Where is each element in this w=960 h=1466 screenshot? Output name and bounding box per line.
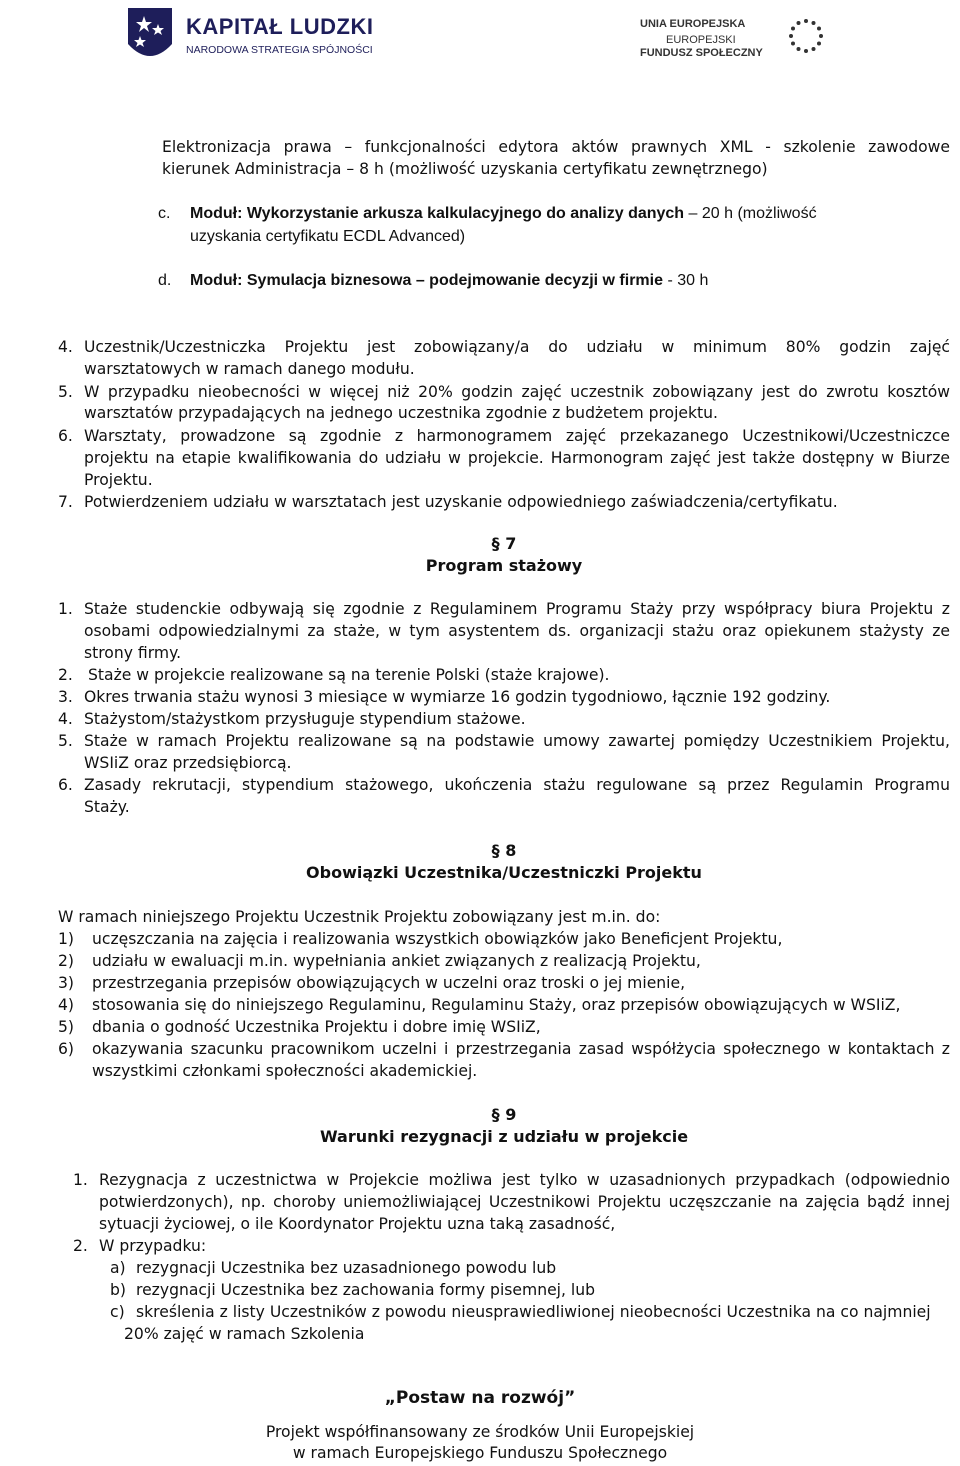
list-item-number: 4)	[58, 996, 75, 1014]
list-item-text: okazywania szacunku pracownikom uczelni i przestrzegania zasad współżycia społecznego w kontaktach z	[92, 1040, 950, 1058]
list-item-number: 2)	[58, 952, 75, 970]
list-item-text: Okres trwania stażu wynosi 3 miesiące w wymiarze 16 godzin tygodniowo, łącznie 192 godziny.	[84, 688, 831, 706]
list-item-number: 2.	[73, 1237, 88, 1255]
list-item-number: 3.	[58, 688, 73, 706]
list-item-text: udziału w ewaluacji m.in. wypełniania ankiet związanych z realizacją Projektu,	[92, 952, 701, 970]
list-item-text: Staży.	[84, 798, 130, 816]
module-d-line	[190, 270, 708, 292]
list-item-text: potwierdzonych), np. choroby uniemożliwiającej Uczestnikowi Projektu uczęszczanie na zajęcia bądź innej	[99, 1193, 950, 1211]
list-item-text: warsztatów przypadających na jednego uczestnika zgodnie z budżetem projektu.	[84, 404, 719, 422]
list-item-text: Warsztaty, prowadzone są zgodnie z harmonogramem zajęć przekazanego Uczestnikowi/Uczestniczce	[84, 427, 950, 445]
list-item-number: 7.	[58, 493, 73, 511]
list-item-text: osobami odpowiedzialnymi za staże, w tym asystentem ds. organizacji stażu oraz opiekunem stażysty ze	[84, 622, 950, 640]
section-8-number: § 8	[491, 841, 517, 860]
list-item-text: W przypadku nieobecności w więcej niż 20% godzin zajęć uczestnik zobowiązany jest do zwrotu kosztów	[84, 383, 950, 401]
intro-line-2: kierunek Administracja – 8 h (możliwość uzyskania certyfikatu zewnętrznego)	[162, 160, 768, 178]
list-item-number: 4.	[58, 710, 73, 728]
list-item-number: 6.	[58, 427, 73, 445]
list-item-text: dbania o godność Uczestnika Projektu i dobre imię WSIiZ,	[92, 1018, 541, 1036]
sub-item-text: skreślenia z listy Uczestników z powodu nieusprawiedliwionej nieobecności Uczestnika na co najmniej	[136, 1303, 931, 1321]
section-9-title: Warunki rezygnacji z udziału w projekcie	[319, 1127, 689, 1146]
list-item-text: W przypadku:	[99, 1237, 207, 1255]
list-item-number: 1.	[73, 1171, 88, 1189]
list-item-number: 5.	[58, 732, 73, 750]
list-item-text: Uczestnik/Uczestniczka Projektu jest zobowiązany/a do udziału w minimum 80% godzin zajęć	[84, 338, 950, 356]
list-item-text: Staże w ramach Projektu realizowane są na podstawie umowy zawartej pomiędzy Uczestnikiem Projektu,	[84, 732, 950, 750]
list-item-number: 5.	[58, 383, 73, 401]
kapital-ludzki-subtitle: NARODOWA STRATEGIA SPÓJNOŚCI	[186, 44, 373, 56]
list-item-text: Zasady rekrutacji, stypendium stażowego, ukończenia stażu regulowane są przez Regulamin Programu	[84, 776, 950, 794]
sub-item-text: rezygnacji Uczestnika bez zachowania formy pisemnej, lub	[136, 1281, 596, 1299]
list-item-number: 4.	[58, 338, 73, 356]
section-9-number: § 9	[491, 1105, 517, 1124]
list-item-text: przestrzegania przepisów obowiązujących w uczelni oraz troski o jej mienie,	[92, 974, 686, 992]
module-c-title: Moduł: Wykorzystanie arkusza kalkulacyjnego do analizy danych	[190, 205, 685, 222]
sub-item-letter: c)	[110, 1303, 125, 1321]
list-item-number: 2.	[58, 666, 73, 684]
module-d-letter: d.	[158, 272, 172, 289]
list-item-text: strony firmy.	[84, 644, 182, 662]
intro-line-1: Elektronizacja prawa – funkcjonalności edytora aktów prawnych XML - szkolenie zawodowe	[162, 138, 950, 156]
list-item-number: 1.	[58, 600, 73, 618]
eu-logo-line1: UNIA EUROPEJSKA	[640, 18, 746, 30]
section-8-title: Obowiązki Uczestnika/Uczestniczki Projektu	[306, 863, 702, 882]
eu-logo-line2: EUROPEJSKI	[666, 34, 736, 46]
section-8-lead: W ramach niniejszego Projektu Uczestnik Projektu zobowiązany jest m.in. do:	[58, 908, 661, 926]
module-c-rest: – 20 h (możliwość	[684, 205, 817, 222]
module-d-rest: - 30 h	[663, 272, 709, 289]
list-item-text: sytuacji życiowej, o ile Koordynator Projektu uzna taką zasadność,	[99, 1215, 616, 1233]
list-item-number: 6.	[58, 776, 73, 794]
header	[0, 0, 960, 80]
kapital-ludzki-name: KAPITAŁ LUDZKI	[186, 14, 374, 39]
list-item-text: WSIiZ oraz przedsiębiorcą.	[84, 754, 292, 772]
section-7-number: § 7	[491, 534, 517, 553]
sub-item-text: 20% zajęć w ramach Szkolenia	[124, 1325, 365, 1343]
kapital-ludzki-emblem-icon	[122, 4, 178, 66]
module-c-letter: c.	[158, 205, 171, 222]
sub-item-letter: a)	[110, 1259, 126, 1277]
eu-stars-icon	[786, 16, 826, 56]
list-item-number: 1)	[58, 930, 75, 948]
module-d-title: Moduł: Symulacja biznesowa – podejmowanie decyzji w firmie	[190, 272, 663, 289]
module-c-line-2: uzyskania certyfikatu ECDL Advanced)	[190, 228, 466, 245]
footer-line-1: Projekt współfinansowany ze środków Unii Europejskiej	[265, 1423, 695, 1441]
module-c-line-1	[190, 203, 950, 225]
list-item-text: wszystkimi członkami społeczności akademickiej.	[92, 1062, 478, 1080]
eu-logo	[640, 14, 830, 66]
sub-item-text: rezygnacji Uczestnika bez uzasadnionego powodu lub	[136, 1259, 557, 1277]
list-item-number: 5)	[58, 1018, 75, 1036]
list-item-text: Potwierdzeniem udziału w warsztatach jest uzyskanie odpowiedniego zaświadczenia/certyfikatu.	[84, 493, 838, 511]
list-item-text: warsztatowych w ramach danego modułu.	[84, 360, 415, 378]
kapital-ludzki-logo	[122, 4, 374, 70]
list-item-text: Projektu.	[84, 471, 153, 489]
sub-item-letter: b)	[110, 1281, 126, 1299]
list-item-text: stosowania się do niniejszego Regulaminu, Regulaminu Staży, oraz przepisów obowiązujących w WSIiZ,	[92, 996, 901, 1014]
list-item-text: Staże w projekcie realizowane są na terenie Polski (staże krajowe).	[88, 666, 610, 684]
eu-logo-line3: FUNDUSZ SPOŁECZNY	[640, 47, 763, 59]
footer-slogan: „Postaw na rozwój”	[384, 1388, 576, 1408]
list-item-number: 3)	[58, 974, 75, 992]
list-item-text: Staże studenckie odbywają się zgodnie z Regulaminem Programu Staży przy współpracy biura Projektu z	[84, 600, 950, 618]
footer-line-2: w ramach Europejskiego Funduszu Społecznego	[292, 1444, 668, 1462]
list-item-text: projektu na etapie kwalifikowania do udziału w projekcie. Harmonogram zajęć jest także dostępny w Biurze	[84, 449, 950, 467]
list-item-text: Rezygnacja z uczestnictwa w Projekcie możliwa jest tylko w uzasadnionych przypadkach (odpowiednio	[99, 1171, 950, 1189]
section-7-title: Program stażowy	[425, 556, 583, 575]
list-item-text: uczęszczania na zajęcia i realizowania wszystkich obowiązków jako Beneficjent Projektu,	[92, 930, 783, 948]
list-item-text: Stażystom/stażystkom przysługuje stypendium stażowe.	[84, 710, 526, 728]
list-item-number: 6)	[58, 1040, 75, 1058]
